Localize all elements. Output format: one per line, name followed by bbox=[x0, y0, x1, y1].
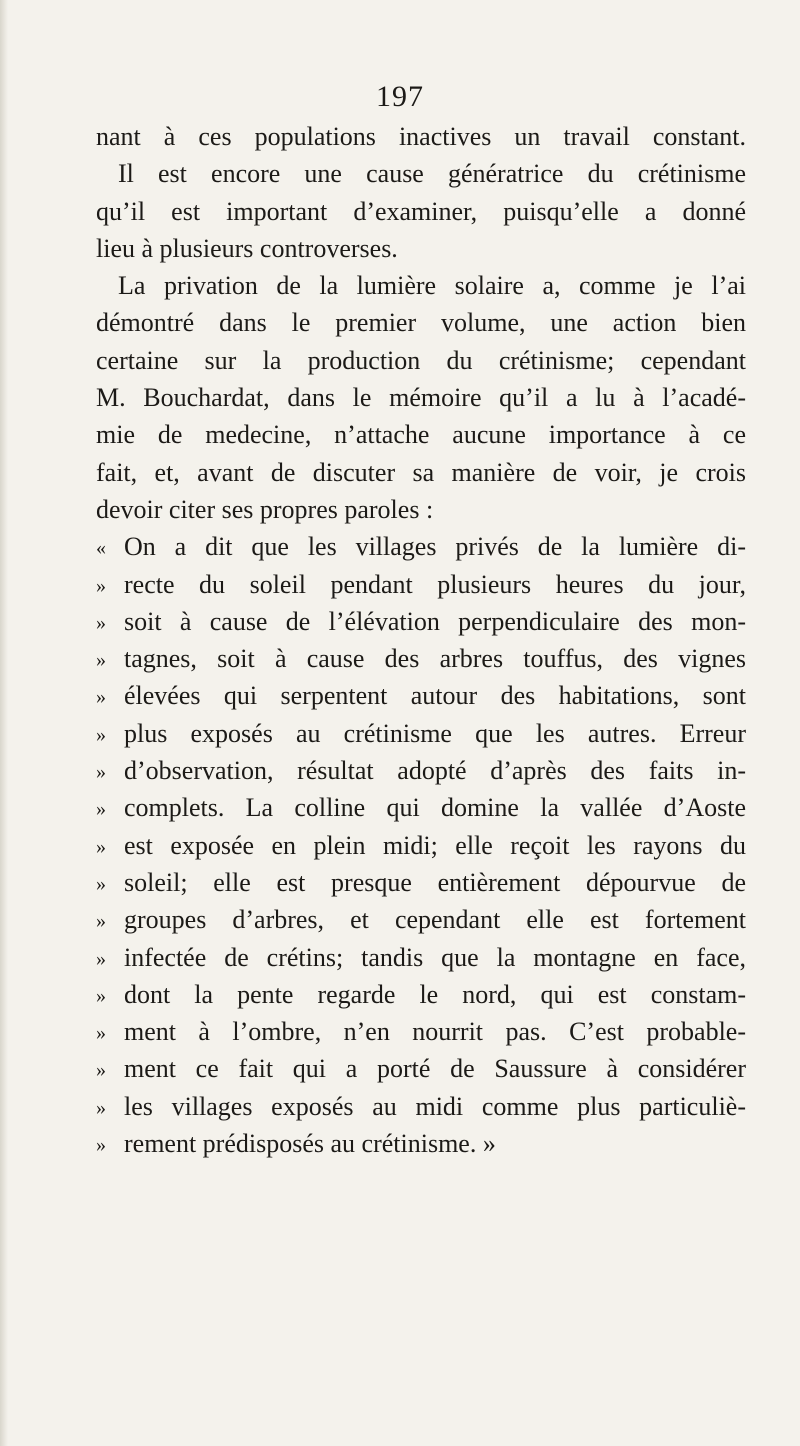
quote-line bbox=[96, 939, 746, 976]
quote-text: infectée de crétins; tandis que la montagne en face, bbox=[124, 942, 746, 972]
text-line: certaine sur la production du crétinisme; cependant bbox=[96, 345, 746, 375]
quote-mark: » bbox=[96, 798, 106, 821]
quote-text: On a dit que les villages privés de la lumière di- bbox=[124, 532, 746, 562]
text-line: mie de medecine, n’attache aucune importance à ce bbox=[96, 420, 746, 450]
quote-mark: » bbox=[96, 1022, 106, 1045]
quote-text: recte du soleil pendant plusieurs heures du jour, bbox=[124, 569, 746, 599]
quote-mark: » bbox=[96, 686, 106, 709]
quote-text: soleil; elle est presque entièrement dépourvue de bbox=[124, 867, 746, 897]
quote-mark: » bbox=[96, 1096, 106, 1119]
quote-text: rement prédisposés au crétinisme. » bbox=[124, 1129, 496, 1159]
text-line: lieu à plusieurs controverses. bbox=[96, 233, 398, 263]
quote-text: les villages exposés au midi comme plus particuliè- bbox=[124, 1091, 746, 1121]
quote-mark: » bbox=[96, 761, 106, 784]
quote-mark: » bbox=[96, 947, 106, 970]
text-line: devoir citer ses propres paroles : bbox=[96, 494, 434, 524]
quote-line bbox=[96, 528, 746, 565]
page-edge-shadow bbox=[0, 0, 8, 1446]
text-line: nant à ces populations inactives un travail constant. bbox=[96, 122, 746, 151]
quote-mark: » bbox=[96, 872, 106, 895]
quote-line bbox=[96, 976, 746, 1013]
quote-mark: » bbox=[96, 984, 106, 1007]
quote-text: dont la pente regarde le nord, qui est constam- bbox=[124, 979, 746, 1009]
quote-line bbox=[96, 752, 746, 789]
quote-line bbox=[96, 603, 746, 640]
quote-mark: » bbox=[96, 723, 106, 746]
quote-text: est exposée en plein midi; elle reçoit les rayons du bbox=[124, 830, 746, 860]
text-line: fait, et, avant de discuter sa manière de voir, je crois bbox=[96, 457, 746, 487]
quote-line bbox=[96, 1125, 746, 1162]
quote-line bbox=[96, 789, 746, 826]
quote-mark: » bbox=[96, 910, 106, 933]
text-line: M. Bouchardat, dans le mémoire qu’il a lu à l’acadé- bbox=[96, 383, 746, 413]
quote-line bbox=[96, 1013, 746, 1050]
quote-mark: » bbox=[96, 835, 106, 858]
quote-text: groupes d’arbres, et cependant elle est fortement bbox=[124, 905, 746, 935]
quote-line bbox=[96, 640, 746, 677]
quote-line bbox=[96, 901, 746, 938]
quote-text: ment ce fait qui a porté de Saussure à considérer bbox=[124, 1054, 746, 1084]
quote-text: élevées qui serpentent autour des habitations, sont bbox=[124, 681, 746, 711]
quote-line bbox=[96, 864, 746, 901]
quote-line bbox=[96, 566, 746, 603]
quote-mark: » bbox=[96, 1134, 106, 1157]
quote-mark: » bbox=[96, 1059, 106, 1082]
text-line: La privation de la lumière solaire a, comme je l’ai bbox=[118, 271, 746, 301]
quote-text: soit à cause de l’élévation perpendiculaire des mon- bbox=[124, 606, 746, 636]
text-line: qu’il est important d’examiner, puisqu’elle a donné bbox=[96, 196, 746, 226]
quote-line bbox=[96, 715, 746, 752]
quote-line bbox=[96, 677, 746, 714]
quote-text: d’observation, résultat adopté d’après des faits in- bbox=[124, 756, 746, 786]
quote-text: plus exposés au crétinisme que les autres. Erreur bbox=[124, 718, 746, 748]
quote-text: ment à l’ombre, n’en nourrit pas. C’est probable- bbox=[124, 1017, 746, 1047]
body-text bbox=[96, 118, 746, 1162]
text-line: Il est encore une cause génératrice du crétinisme bbox=[118, 159, 746, 189]
quote-mark: » bbox=[96, 611, 106, 634]
quote-mark: » bbox=[96, 574, 106, 597]
quote-line bbox=[96, 1050, 746, 1087]
quote-text: tagnes, soit à cause des arbres touffus, des vignes bbox=[124, 644, 746, 674]
text-line: démontré dans le premier volume, une action bien bbox=[96, 308, 746, 338]
page-number: 197 bbox=[376, 80, 424, 113]
quote-text: complets. La colline qui domine la vallée d’Aoste bbox=[124, 793, 746, 823]
quote-line bbox=[96, 1088, 746, 1125]
quote-mark: « bbox=[96, 537, 106, 560]
quote-line bbox=[96, 827, 746, 864]
quote-mark: » bbox=[96, 649, 106, 672]
